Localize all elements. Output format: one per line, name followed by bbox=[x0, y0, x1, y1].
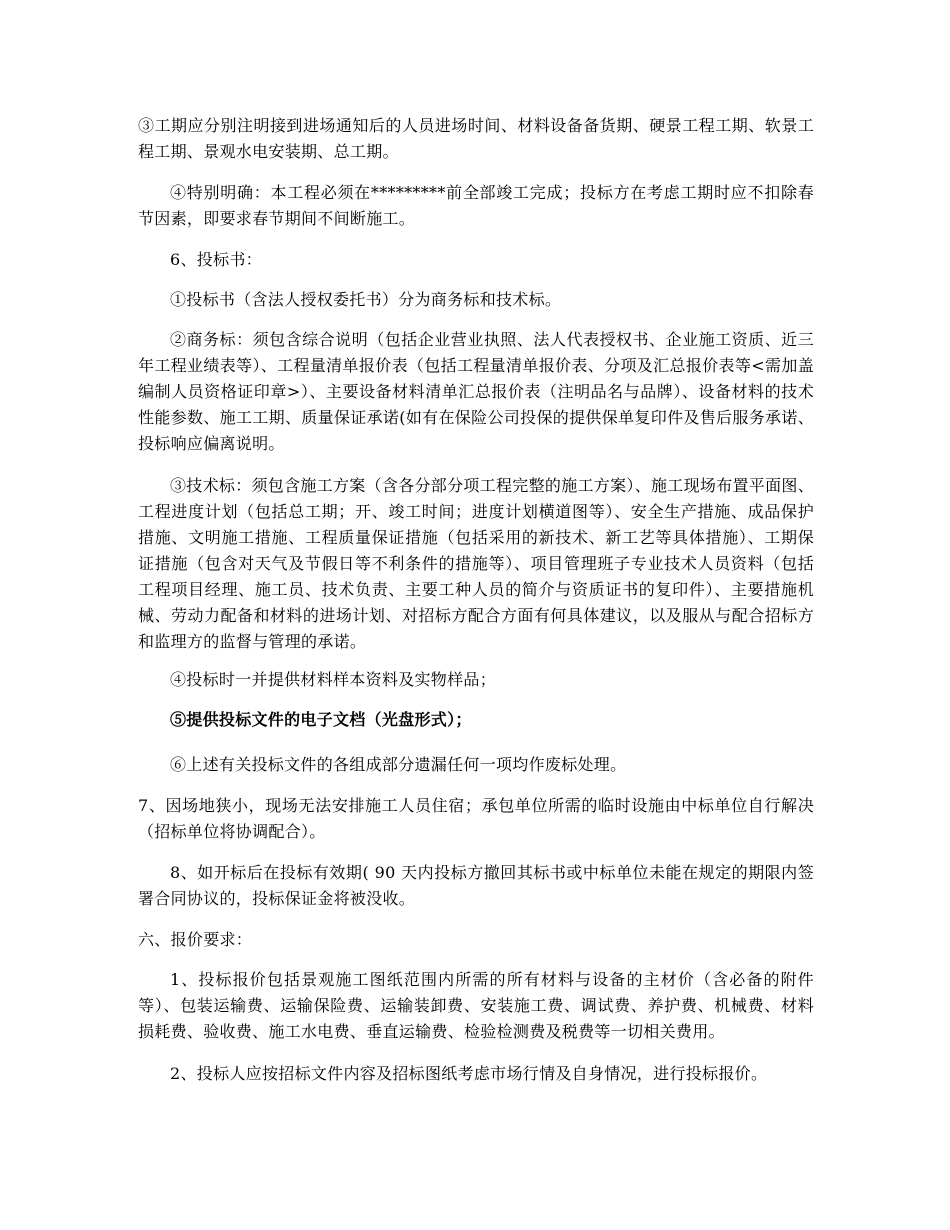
paragraph-bid-price-scope: 1、投标报价包括景观施工图纸范围内所需的所有材料与设备的主材价（含必备的附件等）、包装运输费、运输保险费、运输装卸费、安装施工费、调试费、养护费、机械费、材料损耗费、验收费、施工水电费、垂直运输费、检验检测费及税费等一切相关费用。 bbox=[138, 970, 814, 1041]
paragraph-commercial-bid: ②商务标：须包含综合说明（包括企业营业执照、法人代表授权书、企业施工资质、近三年工程业绩表等）、工程量清单报价表（包括工程量清单报价表、分项及汇总报价表等<需加盖编制人员资格证印章>）、主要设备材料清单汇总报价表（注明品名与品牌）、设备材料的技术性能参数、施工工期、质量保证承诺(如有在保险公司投保的提供保单复印件及售后服务承诺、投标响应偏离说明。 bbox=[138, 330, 814, 453]
paragraph-omission-rejection: ⑥上述有关投标文件的各组成部分遗漏任何一项均作废标处理。 bbox=[170, 755, 627, 774]
paragraph-completion-requirement: ④特别明确：本工程必须在*********前全部竣工完成；投标方在考虑工期时应不扣除春节因素，即要求春节期间不间断施工。 bbox=[138, 183, 814, 228]
section-heading-bid-document: 6、投标书： bbox=[170, 250, 262, 269]
paragraph-bid-composition: ①投标书（含法人授权委托书）分为商务标和技术标。 bbox=[170, 290, 562, 309]
paragraph-electronic-documents: ⑤提供投标文件的电子文档（光盘形式）； bbox=[170, 710, 472, 729]
paragraph-bid-pricing-basis: 2、投标人应按招标文件内容及招标图纸考虑市场行情及自身情况，进行投标报价。 bbox=[170, 1064, 768, 1083]
paragraph-technical-bid: ③技术标：须包含施工方案（含各分部分项工程完整的施工方案）、施工现场布置平面图、工程进度计划（包括总工期；开、竣工时间；进度计划横道图等）、安全生产措施、成品保护措施、文明施工措施、工程质量保证措施（包括采用的新技术、新工艺等具体措施）、工期保证措施（包含对天气及节假日等不利条件的措施等）、项目管理班子专业技术人员资料（包括工程项目经理、施工员、技术负责、主要工种人员的简介与资质证书的复印件）、主要措施机械、劳动力配备和材料的进场计划、对招标方配合方面有何具体建议，以及服从与配合招标方和监理方的监督与管理的承诺。 bbox=[138, 476, 815, 651]
paragraph-site-accommodation: 7、因场地狭小，现场无法安排施工人员住宿；承包单位所需的临时设施由中标单位自行解决（招标单位将协调配合）。 bbox=[138, 796, 814, 841]
paragraph-bid-bond-forfeiture: 8、如开标后在投标有效期( 90 天内投标方撤回其标书或中标单位未能在规定的期限内签署合同协议的，投标保证金将被没收。 bbox=[138, 863, 814, 908]
paragraph-construction-periods: ③工期应分别注明接到进场通知后的人员进场时间、材料设备备货期、硬景工程工期、软景工程工期、景观水电安装期、总工期。 bbox=[138, 116, 814, 161]
paragraph-material-samples: ④投标时一并提供材料样本资料及实物样品； bbox=[170, 670, 497, 689]
section-heading-pricing-requirements: 六、报价要求： bbox=[138, 930, 253, 949]
